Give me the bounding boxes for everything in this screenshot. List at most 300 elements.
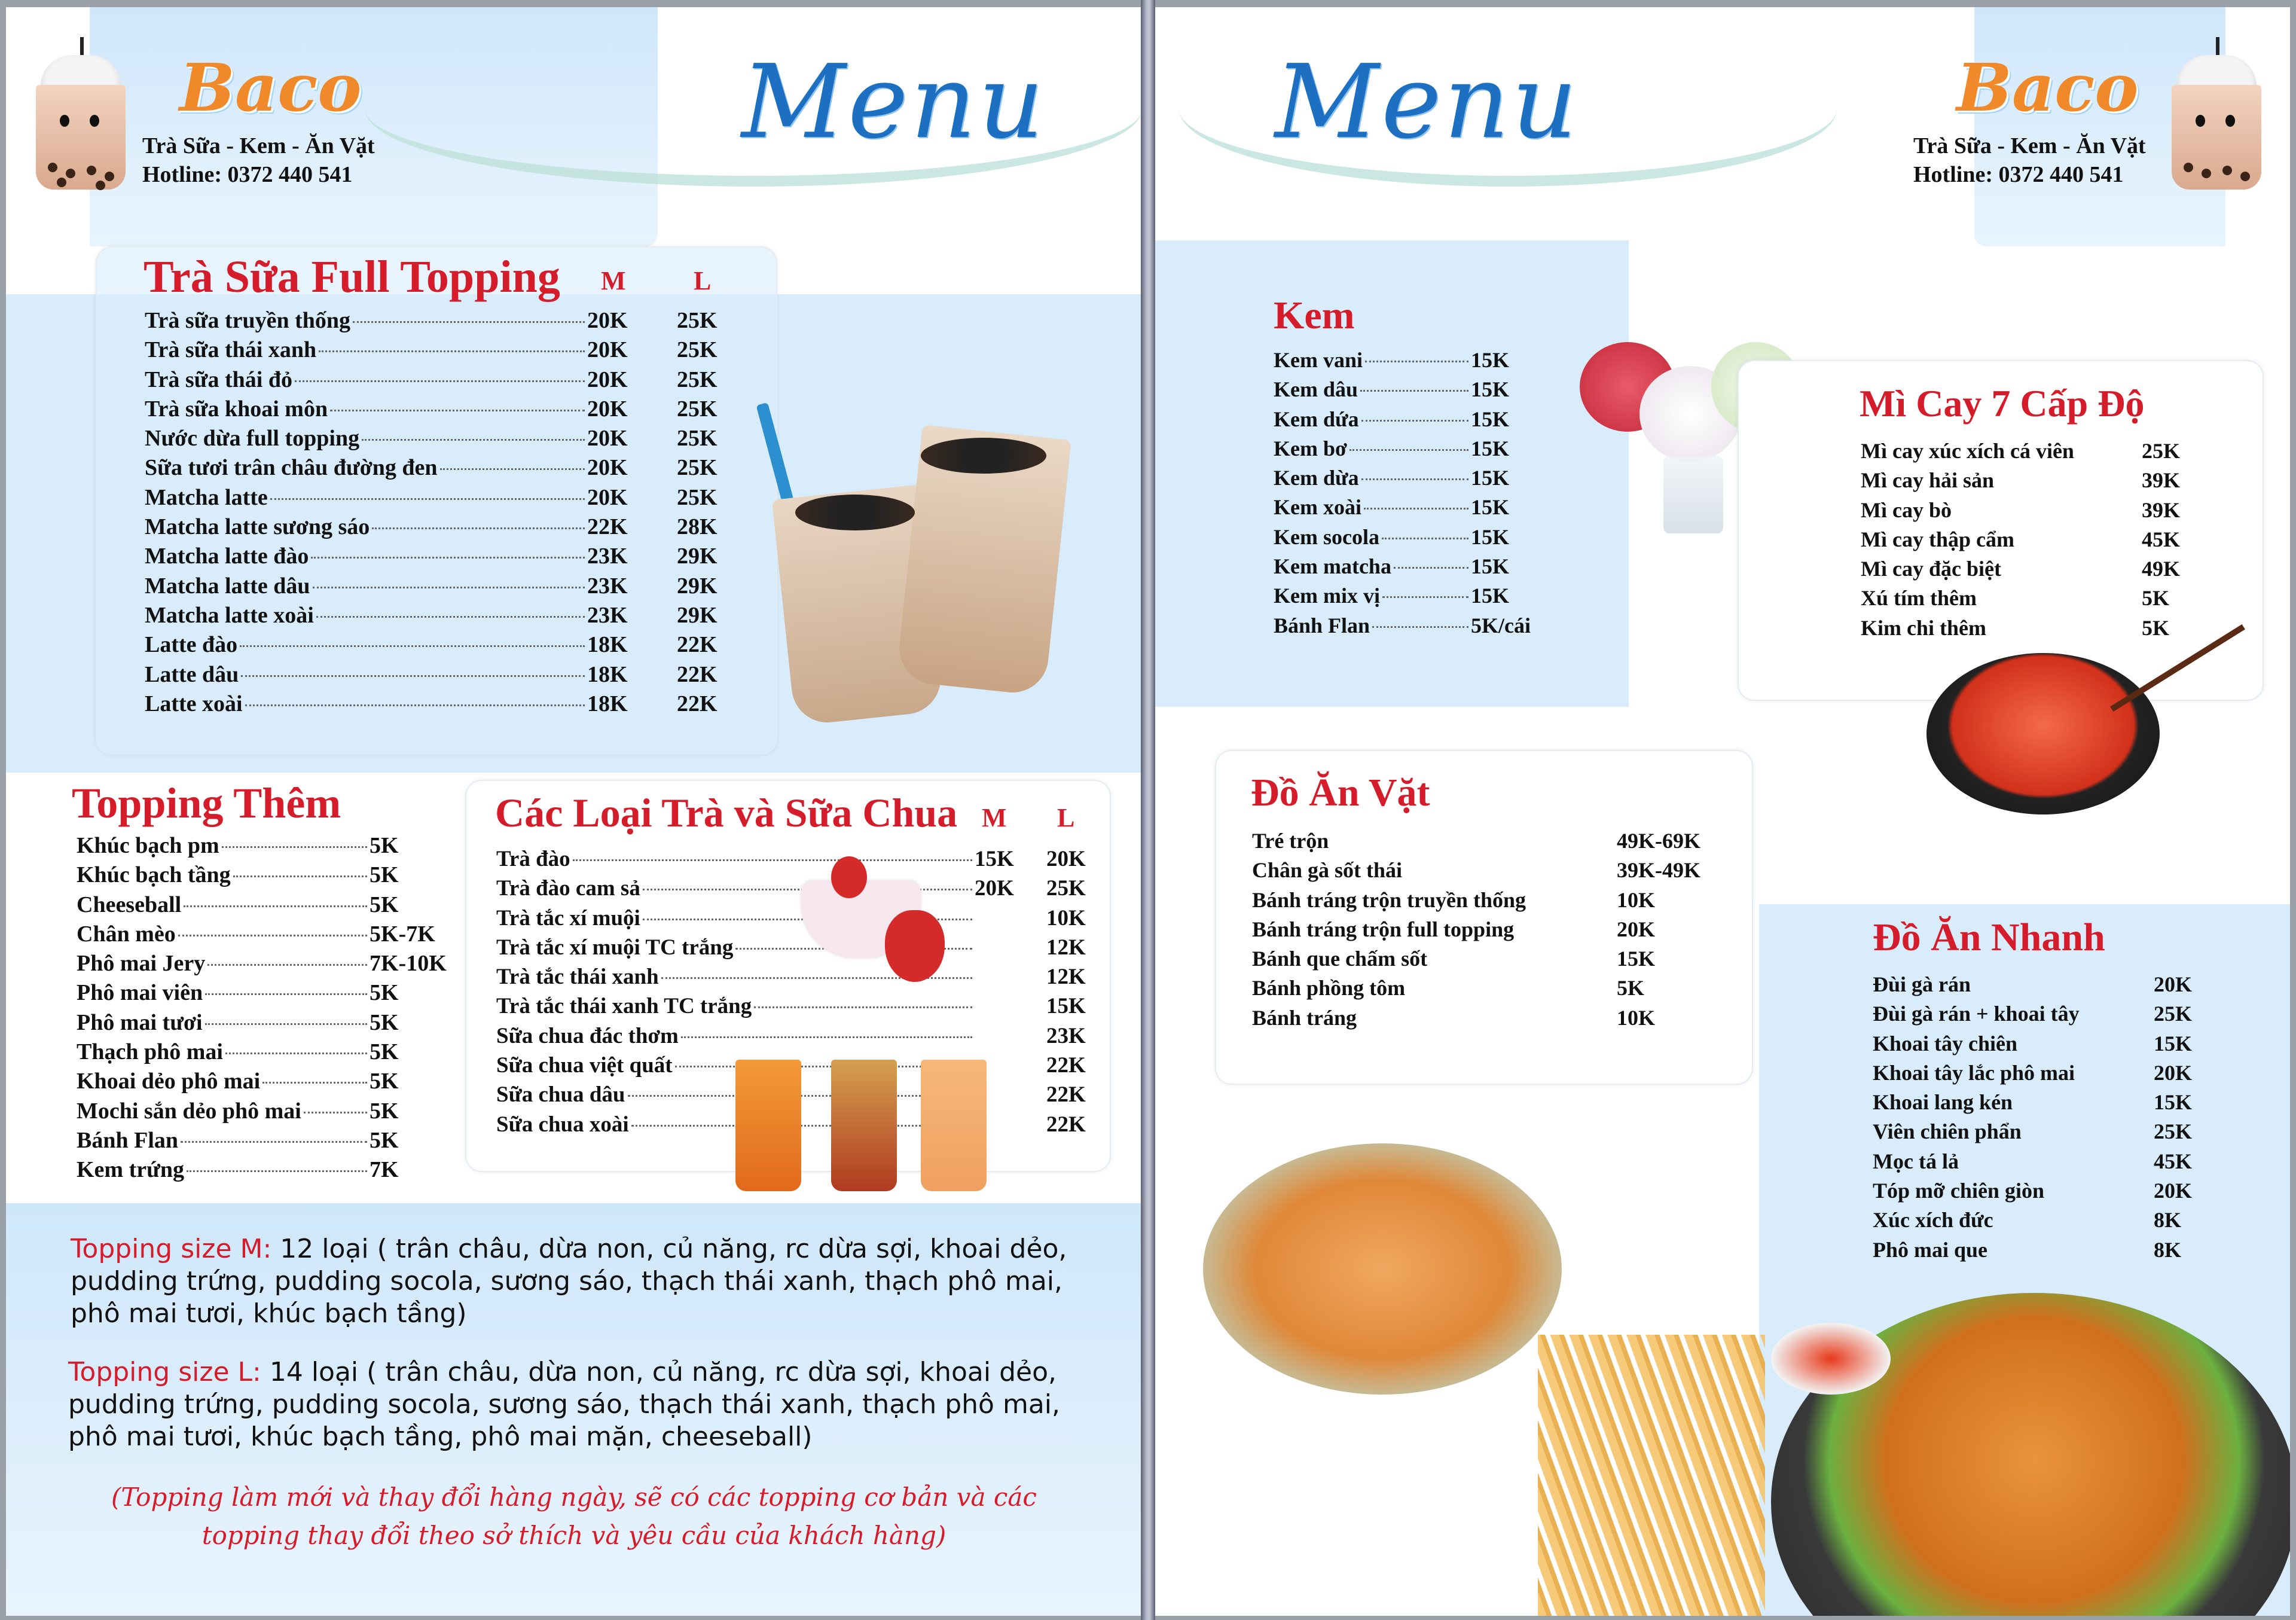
menu-item-row — [1873, 1235, 2208, 1265]
leader-dots — [1382, 538, 1468, 539]
price: 20K — [2154, 1060, 2193, 1085]
item-name: Sữa chua xoài — [496, 1112, 629, 1137]
price: 45K — [2142, 527, 2181, 551]
menu-item-row — [1873, 1088, 2208, 1117]
menu-item-row — [1252, 826, 1718, 856]
french-fries-image — [1538, 1335, 1765, 1616]
price-l: 22K — [1046, 1112, 1086, 1137]
price: 15K — [1471, 524, 1510, 549]
item-name: Bánh phồng tôm — [1252, 976, 1406, 1000]
price: 15K — [2154, 1031, 2193, 1055]
price: 25K — [2154, 1119, 2193, 1144]
price: 15K — [1471, 466, 1510, 490]
leader-dots — [245, 704, 585, 706]
item-name: Kem mix vị — [1274, 584, 1380, 608]
spicy-noodle-bowl-image — [1926, 653, 2160, 814]
menu-item-row — [1274, 493, 1549, 522]
leader-dots — [372, 527, 585, 529]
price: 15K — [2154, 1090, 2193, 1115]
price: 45K — [2154, 1149, 2193, 1173]
leader-dots — [205, 993, 367, 995]
item-name: Trà sữa truyền thống — [145, 308, 351, 333]
price-l: 29K — [677, 602, 718, 628]
leader-dots — [1349, 449, 1468, 451]
leader-dots — [311, 557, 585, 559]
milk-tea-cups-image — [765, 342, 1076, 713]
menu-item-row — [496, 1021, 1094, 1051]
item-name: Bánh que chấm sốt — [1252, 947, 1428, 971]
leader-dots — [304, 1112, 367, 1113]
menu-item-row — [145, 542, 731, 571]
item-name: Khúc bạch tầng — [77, 862, 231, 888]
item-name: Matcha latte sương sáo — [145, 514, 370, 540]
topping-size-m-text: 12 loại ( trân châu, dừa non, củ năng, rc dừa sợi, khoai dẻo, pudding trứng, pudding socola, sương sáo, thạch thái xanh, thạch phô mai, phô mai tươi, khúc bạch tầng) — [71, 1234, 1067, 1329]
item-name: Matcha latte dâu — [145, 573, 310, 599]
section-title-milk-tea: Trà Sữa Full Topping — [144, 252, 560, 302]
menu-item-row — [77, 1008, 459, 1038]
menu-item-row — [1252, 944, 1718, 974]
price: 8K — [2154, 1237, 2182, 1262]
menu-item-row — [1252, 974, 1718, 1003]
price-l: 28K — [677, 514, 718, 540]
item-name: Kem dứa — [1274, 407, 1359, 431]
topping-disclaimer: (Topping làm mới và thay đổi hàng ngày, sẽ có các topping cơ bản và các topping thay đổi theo sở thích và yêu cầu của khách hàng) — [111, 1482, 1037, 1550]
menu-item-row — [145, 660, 731, 690]
menu-item-row — [145, 306, 731, 335]
price-l: 22K — [677, 661, 718, 687]
leader-dots — [330, 410, 585, 411]
item-name: Kem socola — [1274, 524, 1379, 549]
menu-item-row — [1873, 970, 2208, 999]
price: 5K — [2142, 586, 2170, 611]
price: 49K-69K — [1617, 829, 1700, 853]
menu-item-row — [1252, 856, 1718, 885]
price: 5K — [370, 1039, 399, 1065]
item-name: Latte xoài — [145, 691, 243, 716]
leader-dots — [362, 439, 585, 441]
menu-item-row — [1873, 999, 2208, 1029]
yogurt-strawberry-image — [801, 856, 981, 988]
item-name: Đùi gà rán — [1873, 972, 1971, 996]
price-l: 25K — [677, 455, 718, 481]
price-l: 12K — [1046, 935, 1086, 960]
price: 39K — [2142, 498, 2181, 522]
menu-item-row — [145, 512, 731, 542]
price: 25K — [2142, 439, 2181, 463]
menu-item-row — [1252, 1003, 1718, 1033]
milk-tea-list — [145, 306, 731, 719]
price-m: 20K — [975, 876, 1014, 901]
menu-page-left — [6, 7, 1141, 1616]
item-name: Kem trứng — [77, 1157, 185, 1183]
item-name: Xúc xích đức — [1873, 1208, 1993, 1232]
tre-tron-plate-image — [1203, 1143, 1562, 1395]
menu-item-row — [1873, 1176, 2208, 1206]
item-name: Bánh Flan — [77, 1127, 179, 1153]
leader-dots — [319, 350, 585, 352]
price: 5K — [370, 1098, 399, 1124]
item-name: Matcha latte — [145, 484, 268, 510]
price: 5K — [2142, 615, 2170, 640]
price-m: 18K — [587, 632, 628, 658]
menu-item-row — [1873, 1058, 2208, 1088]
price-l: 12K — [1046, 965, 1086, 990]
menu-item-row — [145, 630, 731, 660]
item-name: Kem vani — [1274, 348, 1363, 372]
menu-item-row — [1861, 496, 2196, 525]
item-name: Bánh tráng — [1252, 1005, 1357, 1030]
leader-dots — [440, 468, 585, 470]
leader-dots — [681, 1036, 972, 1038]
price: 5K — [370, 1009, 399, 1035]
leader-dots — [240, 645, 585, 647]
price: 25K — [2154, 1002, 2193, 1026]
price-m: 20K — [587, 396, 628, 422]
topping-size-l-note — [68, 1356, 1097, 1453]
menu-item-row — [77, 920, 459, 949]
topping-size-l-text: 14 loại ( trân châu, dừa non, củ năng, rc dừa sợi, khoai dẻo, pudding trứng, pudding socola, sương sáo, thạch thái xanh, thạch phô mai, phô mai tươi, khúc bạch tầng, phô mai mặn, cheeseball) — [68, 1357, 1061, 1452]
item-name: Trà sữa khoai môn — [145, 396, 328, 422]
brand-tagline: Trà Sữa - Kem - Ăn Vặt — [1913, 133, 2146, 158]
item-name: Matcha latte đào — [145, 544, 309, 569]
leader-dots — [205, 1023, 367, 1025]
menu-item-row — [77, 890, 459, 920]
menu-item-row — [496, 962, 1094, 991]
item-name: Tóp mỡ chiên giòn — [1873, 1179, 2044, 1203]
item-name: Phô mai que — [1873, 1237, 1988, 1262]
price: 15K — [1617, 947, 1656, 971]
leader-dots — [187, 1170, 367, 1172]
item-name: Tré trộn — [1252, 829, 1329, 853]
menu-item-row — [77, 831, 459, 861]
price-l: 22K — [677, 632, 718, 658]
leader-dots — [207, 964, 367, 966]
price-l: 25K — [1046, 876, 1086, 901]
price: 15K — [1471, 377, 1510, 402]
menu-item-row — [1274, 523, 1549, 552]
leader-dots — [353, 321, 585, 323]
item-name: Mì cay đặc biệt — [1861, 557, 2001, 581]
item-name: Latte dâu — [145, 661, 239, 687]
price-l: 10K — [1046, 905, 1086, 930]
item-name: Latte đào — [145, 632, 238, 658]
price-m: 18K — [587, 691, 628, 716]
item-name: Bánh tráng trộn full topping — [1252, 917, 1515, 941]
item-name: Nước dừa full topping — [145, 426, 360, 451]
item-name: Trà tắc thái xanh TC trắng — [496, 994, 752, 1019]
section-title-spicy-noodles: Mì Cay 7 Cấp Độ — [1860, 382, 2145, 425]
menu-item-row — [496, 844, 1094, 874]
col-header-m: M — [601, 266, 626, 295]
price-l: 22K — [677, 691, 718, 716]
price-m: 23K — [587, 544, 628, 569]
price: 5K — [370, 862, 399, 888]
item-name: Trà sữa thái đỏ — [145, 367, 292, 392]
item-name: Trà tắc xí muội — [496, 905, 640, 930]
menu-item-row — [1873, 1147, 2208, 1176]
menu-item-row — [1252, 886, 1718, 915]
item-name: Mì cay hải sản — [1861, 468, 1995, 493]
price-l: 22K — [1046, 1053, 1086, 1078]
menu-item-row — [1274, 611, 1549, 640]
price-m: 15K — [975, 847, 1014, 871]
price: 5K — [370, 833, 399, 858]
price: 5K — [370, 1069, 399, 1094]
toppings-list — [77, 831, 459, 1185]
item-name: Kim chi thêm — [1861, 615, 1986, 640]
menu-item-row — [1861, 584, 2196, 613]
item-name: Trà sữa thái xanh — [145, 337, 317, 363]
price: 20K — [2154, 972, 2193, 996]
price: 39K — [2142, 468, 2181, 493]
price-l: 25K — [677, 367, 718, 392]
leader-dots — [262, 1082, 367, 1084]
leader-dots — [1394, 567, 1468, 569]
leader-dots — [222, 846, 367, 848]
fast-food-list — [1873, 970, 2208, 1265]
price: 7K-10K — [370, 951, 447, 977]
section-title-ice-cream: Kem — [1274, 294, 1355, 337]
item-name: Mochi sắn dẻo phô mai — [77, 1098, 301, 1124]
brand-hotline: Hotline: 0372 440 541 — [1913, 162, 2124, 187]
price-m: 22K — [587, 514, 628, 540]
menu-item-row — [1274, 434, 1549, 463]
item-name: Xú tím thêm — [1861, 586, 1977, 611]
price: 39K-49K — [1617, 858, 1700, 883]
menu-item-row — [1861, 525, 2196, 554]
item-name: Bánh tráng trộn truyền thống — [1252, 887, 1526, 912]
item-name: Mì cay thập cẩm — [1861, 527, 2014, 551]
menu-title: Menu — [1275, 43, 1580, 161]
item-name: Chân mèo — [77, 921, 176, 947]
menu-item-row — [145, 453, 731, 483]
item-name: Mọc tá lả — [1873, 1149, 1959, 1173]
menu-item-row — [145, 690, 731, 719]
brand-logo: Baco — [1956, 49, 2139, 126]
item-name: Khoai tây lắc phô mai — [1873, 1060, 2075, 1085]
topping-size-l-label: Topping size L: — [68, 1357, 261, 1387]
leader-dots — [184, 905, 367, 907]
item-name: Kem xoài — [1274, 495, 1361, 520]
menu-item-row — [145, 424, 731, 453]
price-l: 25K — [677, 396, 718, 422]
item-name: Sữa chua việt quất — [496, 1053, 673, 1078]
price-l: 25K — [677, 308, 718, 333]
price: 5K — [370, 1127, 399, 1153]
leader-dots — [295, 380, 585, 382]
price: 20K — [2154, 1179, 2193, 1203]
snacks-list — [1252, 826, 1718, 1033]
item-name: Thạch phô mai — [77, 1039, 223, 1065]
topping-size-m-note — [71, 1233, 1099, 1330]
item-name: Khoai tây chiên — [1873, 1031, 2018, 1055]
ice-cream-list — [1274, 346, 1549, 640]
menu-item-row — [496, 904, 1094, 933]
menu-item-row — [496, 933, 1094, 962]
item-name: Cheeseball — [77, 892, 182, 917]
item-name: Trà đào cam sả — [496, 876, 640, 901]
menu-item-row — [1873, 1117, 2208, 1146]
price-m: 18K — [587, 661, 628, 687]
leader-dots — [1365, 361, 1468, 362]
item-name: Sữa chua dâu — [496, 1082, 625, 1108]
topping-size-m-label: Topping size M: — [71, 1234, 272, 1264]
price-m: 20K — [587, 484, 628, 510]
leader-dots — [1372, 626, 1468, 628]
menu-item-row — [1274, 405, 1549, 434]
item-name: Viên chiên phẩn — [1873, 1119, 2022, 1144]
item-name: Trà tắc thái xanh — [496, 965, 659, 990]
price-l: 20K — [1046, 847, 1086, 871]
item-name: Đùi gà rán + khoai tây — [1873, 1002, 2080, 1026]
price-l: 25K — [677, 426, 718, 451]
col-header-l: L — [1057, 803, 1075, 832]
menu-item-row — [1274, 346, 1549, 375]
item-name: Khoai lang kén — [1873, 1090, 2013, 1115]
item-name: Phô mai tươi — [77, 1009, 203, 1035]
section-title-toppings: Topping Thêm — [72, 779, 341, 827]
price: 15K — [1471, 407, 1510, 431]
leader-dots — [233, 875, 367, 877]
item-name: Sữa tươi trân châu đường đen — [145, 455, 438, 481]
item-name: Kem dâu — [1274, 377, 1358, 402]
menu-item-row — [77, 1155, 459, 1185]
menu-item-row — [145, 395, 731, 424]
bubble-tea-mascot-icon — [30, 49, 132, 193]
menu-item-row — [1274, 552, 1549, 581]
menu-item-row — [496, 991, 1094, 1021]
price-l: 29K — [677, 573, 718, 599]
price: 8K — [2154, 1208, 2182, 1232]
price-m: 23K — [587, 602, 628, 628]
leader-dots — [754, 1006, 972, 1008]
menu-item-row — [77, 1097, 459, 1126]
menu-item-row — [1252, 915, 1718, 944]
leader-dots — [270, 498, 585, 500]
leader-dots — [1361, 420, 1468, 422]
item-name: Mì cay xúc xích cá viên — [1861, 439, 2074, 463]
leader-dots — [313, 587, 585, 588]
price: 10K — [1617, 1005, 1656, 1030]
menu-item-row — [77, 978, 459, 1008]
item-name: Khúc bạch pm — [77, 833, 219, 858]
leader-dots — [1364, 508, 1468, 510]
price-l: 25K — [677, 337, 718, 363]
menu-item-row — [145, 483, 731, 512]
price: 15K — [1471, 436, 1510, 460]
price-l: 29K — [677, 544, 718, 569]
item-name: Matcha latte xoài — [145, 602, 314, 628]
price: 15K — [1471, 584, 1510, 608]
leader-dots — [316, 616, 585, 618]
section-title-fast-food: Đồ Ăn Nhanh — [1873, 916, 2105, 959]
menu-item-row — [1274, 375, 1549, 404]
col-header-m: M — [982, 803, 1007, 832]
menu-item-row — [77, 949, 459, 978]
price: 20K — [1617, 917, 1656, 941]
price: 5K/cái — [1471, 613, 1531, 637]
bubble-tea-mascot-icon — [2166, 49, 2267, 193]
spicy-noodles-list — [1861, 437, 2196, 643]
leader-dots — [225, 1052, 367, 1054]
price-m: 20K — [587, 426, 628, 451]
menu-item-row — [77, 1038, 459, 1067]
item-name: Kem bơ — [1274, 436, 1347, 460]
price: 15K — [1471, 495, 1510, 520]
section-title-snacks: Đồ Ăn Vặt — [1251, 771, 1430, 814]
price-m: 20K — [587, 455, 628, 481]
fruit-drinks-image — [735, 1048, 1034, 1191]
item-name: Kem dừa — [1274, 466, 1359, 490]
price: 5K — [1617, 976, 1645, 1000]
menu-title: Menu — [741, 43, 1046, 161]
price-l: 25K — [677, 484, 718, 510]
menu-item-row — [145, 572, 731, 601]
price-m: 20K — [587, 337, 628, 363]
menu-item-row — [145, 335, 731, 365]
price: 15K — [1471, 554, 1510, 579]
brand-tagline: Trà Sữa - Kem - Ăn Vặt — [142, 133, 375, 158]
menu-item-row — [1274, 463, 1549, 493]
price-l: 15K — [1046, 994, 1086, 1019]
item-name: Sữa chua đác thơm — [496, 1023, 679, 1048]
price: 15K — [1471, 348, 1510, 372]
menu-item-row — [1274, 581, 1549, 611]
price: 49K — [2142, 557, 2181, 581]
brand-logo: Baco — [179, 49, 362, 126]
menu-item-row — [1861, 614, 2196, 643]
item-name: Trà đào — [496, 847, 570, 871]
price-m: 23K — [587, 573, 628, 599]
item-name: Phô mai viên — [77, 980, 203, 1006]
menu-item-row — [145, 365, 731, 395]
menu-item-row — [1873, 1206, 2208, 1235]
menu-item-row — [1873, 1029, 2208, 1058]
price: 5K-7K — [370, 921, 435, 947]
menu-item-row — [145, 601, 731, 630]
leader-dots — [1382, 596, 1468, 598]
menu-item-row — [77, 1126, 459, 1155]
price-m: 20K — [587, 308, 628, 333]
item-name: Chân gà sốt thái — [1252, 858, 1403, 883]
leader-dots — [1361, 478, 1468, 480]
menu-item-row — [1861, 466, 2196, 495]
item-name: Mì cay bò — [1861, 498, 1952, 522]
item-name: Khoai dẻo phô mai — [77, 1069, 261, 1094]
menu-item-row — [77, 861, 459, 890]
price: 10K — [1617, 887, 1656, 912]
dipping-sauce-image — [1771, 1323, 1891, 1395]
leader-dots — [1360, 390, 1468, 392]
item-name: Trà tắc xí muội TC trắng — [496, 935, 734, 960]
price-l: 23K — [1046, 1023, 1086, 1048]
price: 5K — [370, 980, 399, 1006]
price-m: 20K — [587, 367, 628, 392]
item-name: Kem matcha — [1274, 554, 1391, 579]
menu-item-row — [496, 874, 1094, 903]
menu-item-row — [1861, 437, 2196, 466]
price: 5K — [370, 892, 399, 917]
menu-item-row — [1861, 554, 2196, 584]
item-name: Phô mai Jery — [77, 951, 206, 977]
col-header-l: L — [694, 266, 712, 295]
leader-dots — [181, 1141, 367, 1143]
leader-dots — [241, 675, 585, 677]
brand-hotline: Hotline: 0372 440 541 — [142, 162, 353, 187]
page-divider — [1141, 0, 1155, 1620]
section-title-tea-yogurt: Các Loại Trà và Sữa Chua — [495, 790, 958, 835]
price: 7K — [370, 1157, 399, 1183]
